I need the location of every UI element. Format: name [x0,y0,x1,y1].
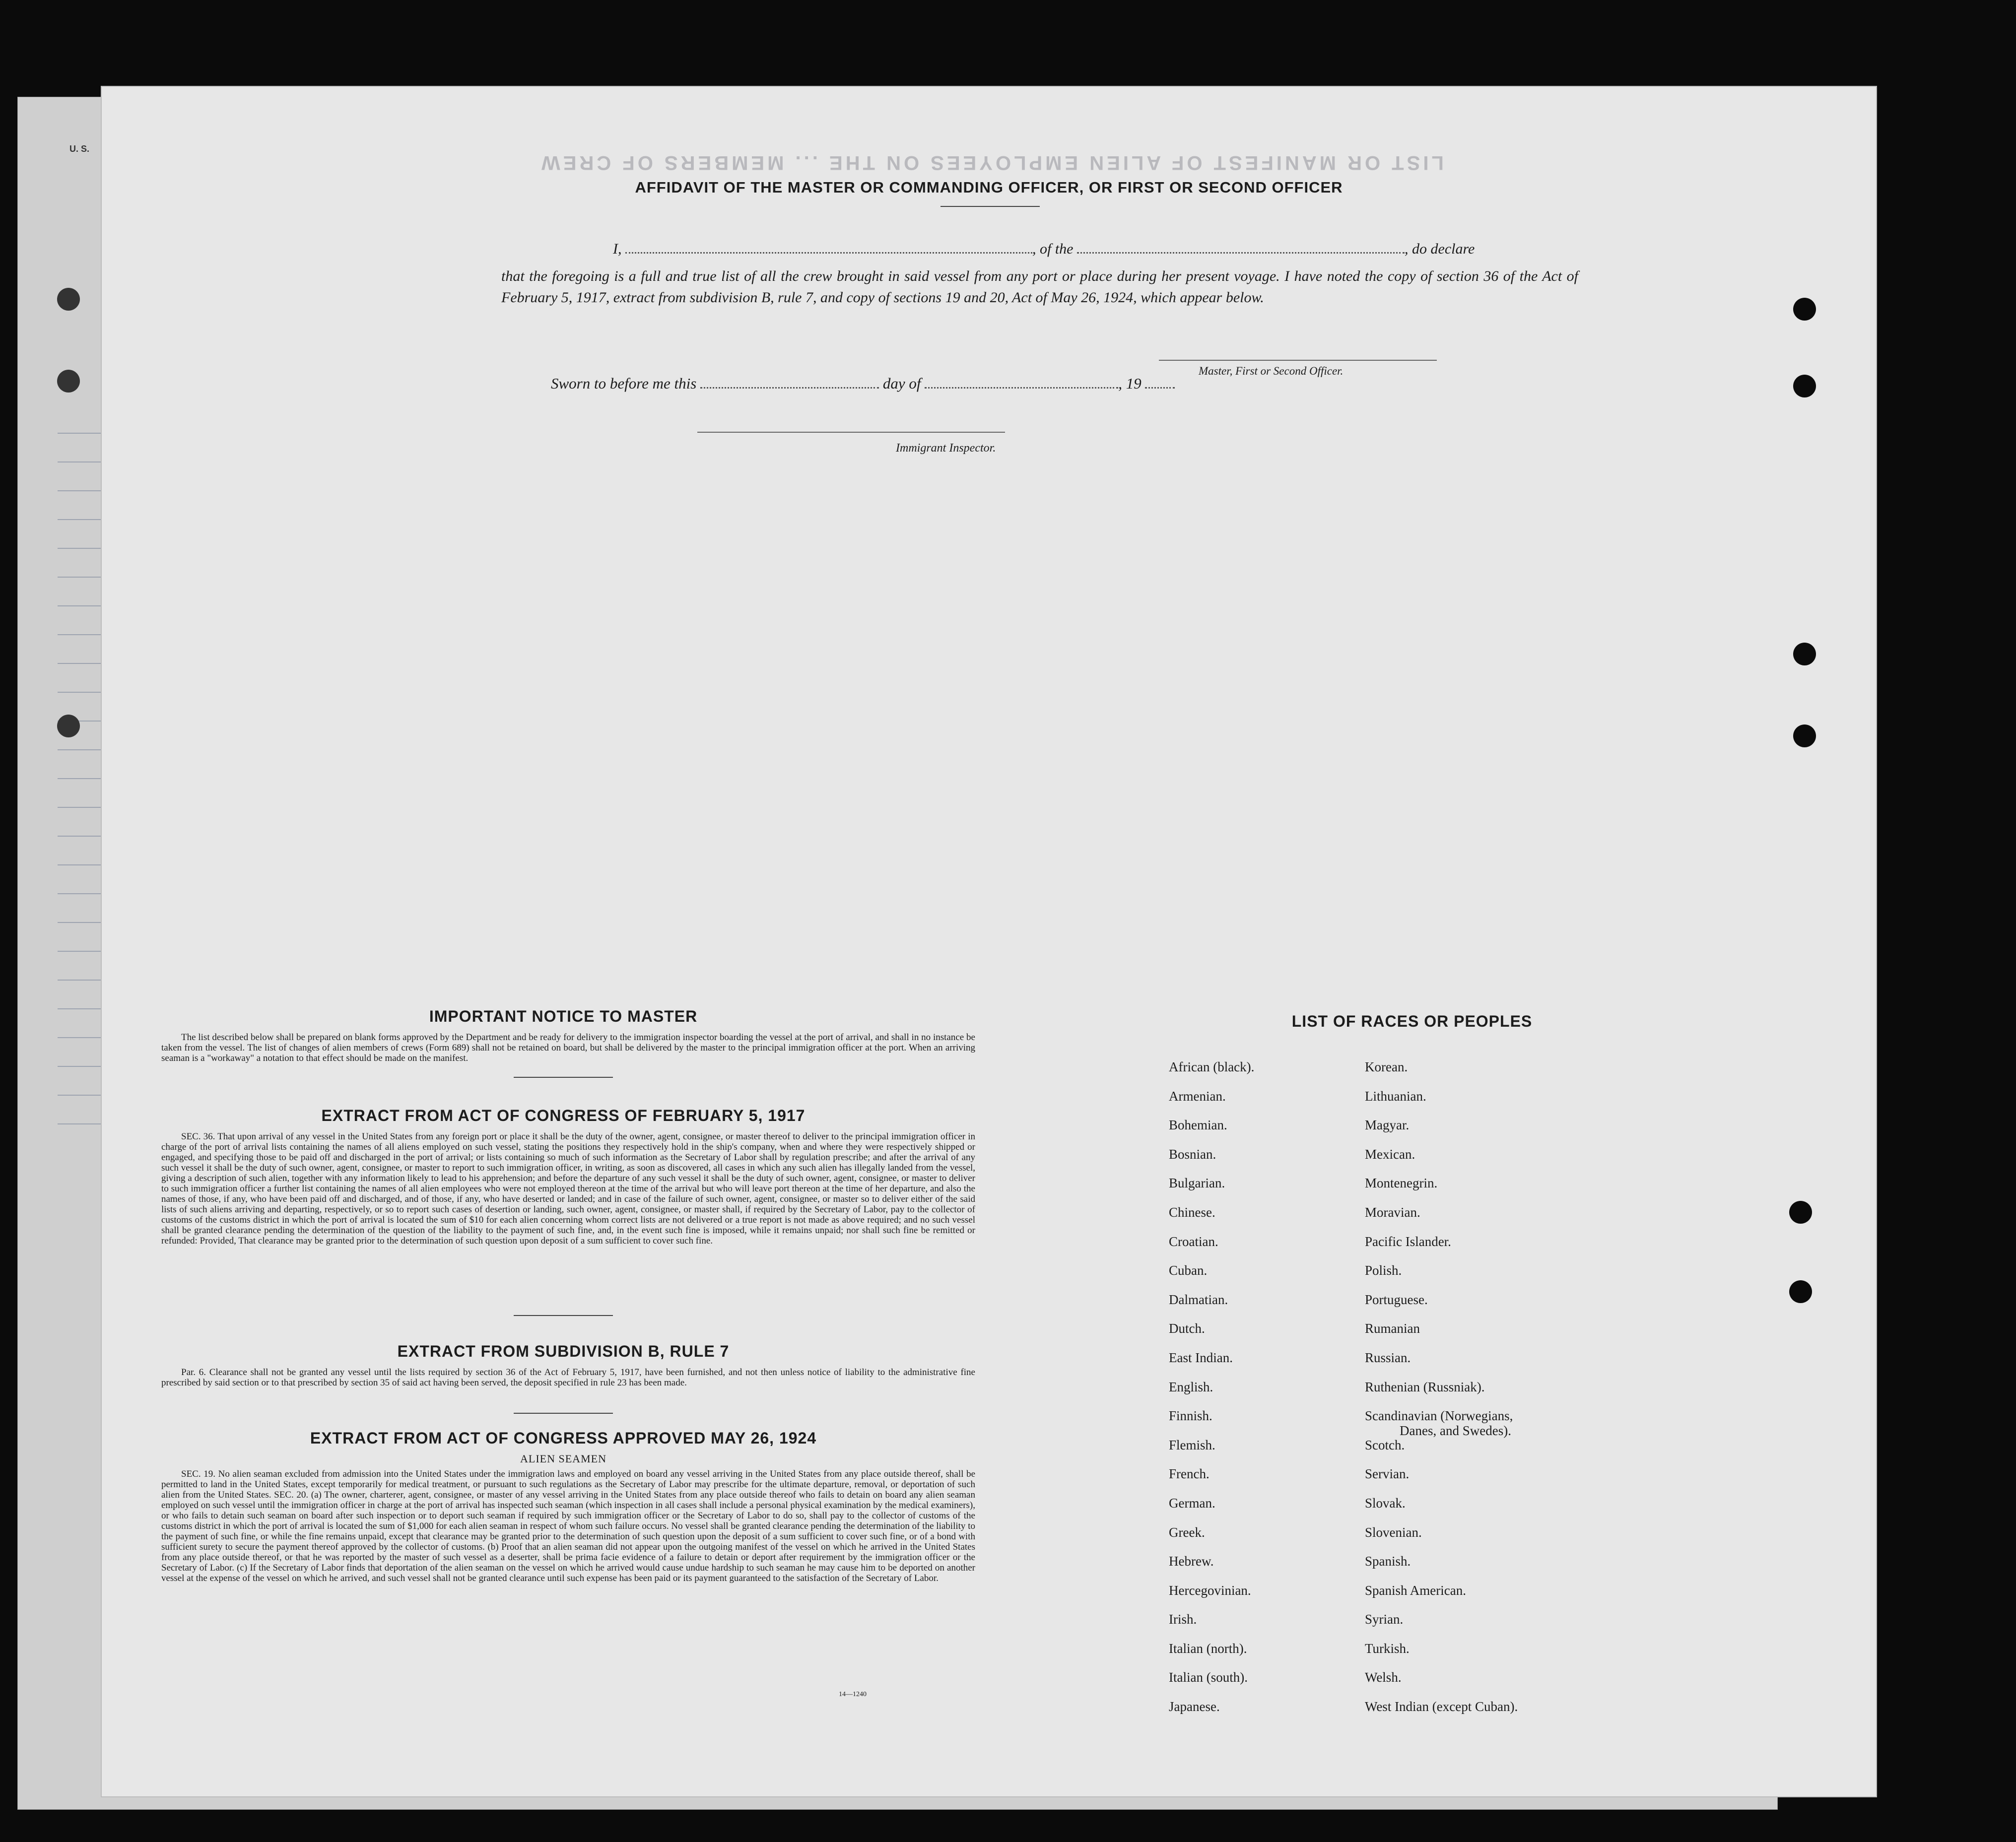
extract-1917-title: EXTRACT FROM ACT OF CONGRESS OF FEBRUARY 5, 1917 [321,1107,806,1124]
race-item: Chinese. [1169,1204,1215,1220]
rule7-title: EXTRACT FROM SUBDIVISION B, RULE 7 [397,1342,730,1360]
inspector-line [697,432,1005,433]
race-item: Rumanian [1365,1321,1420,1336]
affidavit-title: AFFIDAVIT OF THE MASTER OR COMMANDING OFFICER, OR FIRST OR SECOND OFFICER [635,179,1343,196]
race-item: Japanese. [1169,1699,1220,1714]
back-sheet-header: U. S. [69,144,90,154]
race-item: Montenegrin. [1365,1176,1438,1191]
form-number: 14—1240 [839,1691,867,1698]
race-item: Syrian. [1365,1612,1404,1627]
race-item: Italian (north). [1169,1641,1247,1656]
day-blank [700,387,879,389]
race-item: Bosnian. [1169,1146,1216,1162]
alien-seamen-subtitle: ALIEN SEAMEN [520,1452,606,1465]
races-column-1 [1169,1059,1254,1728]
race-item: Irish. [1169,1612,1197,1627]
race-item: Ruthenian (Russniak). [1365,1379,1485,1394]
sworn-text: Sworn to before me this [551,375,697,392]
race-item: Servian. [1365,1466,1410,1482]
sworn-day-of: day of [882,375,921,392]
race-item: Dalmatian. [1169,1292,1228,1307]
punch-hole [1793,298,1816,321]
races-title: LIST OF RACES OR PEOPLES [1291,1012,1533,1030]
race-item: Slovenian. [1365,1524,1422,1540]
race-item: Spanish American. [1365,1582,1466,1598]
race-item: Russian. [1365,1350,1411,1365]
extract-1924-title: EXTRACT FROM ACT OF CONGRESS APPROVED MAY 26, 1924 [310,1429,817,1447]
punch-hole [57,288,80,311]
punch-hole [57,370,80,393]
section-rule [514,1077,613,1078]
race-item: Dutch. [1169,1321,1205,1336]
race-item [1365,1408,1518,1438]
sworn-line [551,375,1175,393]
race-item: Welsh. [1365,1670,1402,1685]
extract-1924-text: SEC. 19. No alien seaman excluded from admission into the United States under the immigration laws and employed on board any vessel arriving in the United States from any place outside thereof, shall be permitted to land in the United States, except temporarily for medical treatment, or pursuant to such regulations as the Secretary of Labor may prescribe for the ultimate departure, removal, or deportation of such alien from the United States. SEC. 20. (a) The owner, charterer, agent, consignee, or master of any vessel arriving in the United States from any place outside thereof who fails to detain on board any alien seaman employed on such vessel until the immigration officer in charge at the port of arrival has inspected such seaman (which inspection in all cases shall include a personal physical examination by the medical examiners), or who fails to detain such seaman on board after such inspection or to deport such seaman if required by such immigration officer or the Secretary of Labor to do so, shall pay to the collector of customs of the customs district in which the port of arrival is located the sum of $1,000 for each alien seaman in respect of whom such failure occurs. No vessel shall be granted clearance pending the determination of the liability to the payment of such fine, or while the fine remains unpaid, except that clearance may be granted prior to the determination of such question upon the deposit of a sum sufficient to cover such fine, or of a bond with sufficient surety to secure the payment thereof approved by the collector of customs. (b) Proof that an alien seaman did not appear upon the outgoing manifest of the vessel on which he arrived in the United States from any place outside thereof, or that he was reported by the master of such vessel as a deserter, shall be prima facie evidence of a failure to detain or deport after requirement by the immigration officer or the Secretary of Labor. (c) If the Secretary of Labor finds that deportation of the alien seaman on the vessel on which he arrived would cause undue hardship to such seaman he may cause him to be deported on another vessel at the expense of the vessel on which he arrived, and such vessel shall not be granted clearance until such expense has been paid or its payment guaranteed to the satisfaction of the Secretary of Labor. [161,1469,975,1583]
punch-hole [57,715,80,737]
bleed-through-title: LIST OR MANIFEST OF ALIEN EMPLOYEES ON THE ... MEMBERS OF CREW [538,152,1444,174]
race-item: Scotch. [1365,1437,1405,1452]
inspector-label: Immigrant Inspector. [896,442,996,455]
race-item: English. [1169,1379,1213,1394]
declaration-line [548,241,1591,258]
race-item: African (black). [1169,1059,1255,1074]
race-item: German. [1169,1495,1215,1511]
race-item: Moravian. [1365,1204,1420,1220]
signature-line [1159,360,1437,361]
declaration-of-the: , of the [1032,241,1074,257]
race-item: Spanish. [1365,1554,1411,1569]
race-item: Mexican. [1365,1146,1415,1162]
vessel-blank [1077,252,1405,254]
race-item-continuation: Danes, and Swedes). [1400,1423,1511,1439]
race-item: Turkish. [1365,1641,1410,1656]
race-item: Pacific Islander. [1365,1234,1451,1249]
section-rule [514,1315,613,1316]
punch-hole [1793,724,1816,747]
race-item: West Indian (except Cuban). [1365,1699,1518,1714]
race-item: Hebrew. [1169,1554,1214,1569]
notice-text: The list described below shall be prepared on blank forms approved by the Department and be ready for delivery to the immigration inspector boarding the vessel at the port of arrival, and shall in no instance be taken from the vessel. The list of changes of alien members of crews (Form 689) shall not be retained on board, but shall be delivered by the master to the principal immigration officer at the port. When an arriving seaman is a "workaway" a notation to that effect should be made on the manifest. [161,1032,975,1063]
race-item: Armenian. [1169,1088,1226,1104]
race-item: Hercegovinian. [1169,1582,1251,1598]
month-blank [925,387,1118,389]
declaration-declare: , do declare [1405,241,1475,257]
race-item: Greek. [1169,1524,1205,1540]
declaration-i: I, [613,241,622,257]
punch-hole [1789,1280,1812,1303]
affidavit-sheet [102,87,1876,1796]
race-item: Slovak. [1365,1495,1406,1511]
rule7-text: Par. 6. Clearance shall not be granted any vessel until the lists required by section 36 of the Act of February 5, 1917, have been furnished, and not then unless notice of liability to the administrative fine prescribed by said section or to that prescribed by section 35 of said act having been served, the deposit specified in rule 23 has been made. [161,1367,975,1388]
year-blank [1145,387,1175,389]
race-item: Portuguese. [1365,1292,1428,1307]
race-item: Polish. [1365,1263,1402,1278]
name-blank [625,252,1032,254]
race-item: Flemish. [1169,1437,1215,1452]
punch-hole [1793,375,1816,397]
races-column-2 [1365,1059,1518,1728]
notice-title: IMPORTANT NOTICE TO MASTER [429,1007,698,1025]
race-item: Croatian. [1169,1234,1218,1249]
race-item: Bohemian. [1169,1118,1227,1133]
race-item: Magyar. [1365,1118,1410,1133]
race-item: Cuban. [1169,1263,1208,1278]
race-item: East Indian. [1169,1350,1233,1365]
punch-hole [1789,1201,1812,1224]
section-rule [514,1413,613,1414]
extract-1917-text: SEC. 36. That upon arrival of any vessel in the United States from any foreign port or place it shall be the duty of the owner, agent, consignee, or master thereof to deliver to the principal immigration officer in charge of the port of arrival lists containing the names of all aliens employed on such vessel, stating the positions they respectively hold in the ship's company, when and where they were respectively shipped or engaged, and specifying those to be paid off and discharged in the port of arrival; or lists containing so much of such information as the Secretary of Labor shall by regulation prescribe; and after the arrival of any such vessel it shall be the duty of such owner, agent, consignee, or master to report to such immigration officer, in writing, as soon as discovered, all cases in which any such alien has illegally landed from the vessel, giving a description of such alien, together with any information likely to lead to his apprehension; and before the departure of any such vessel it shall be the duty of such owner, agent, consignee, or master to deliver to such immigration officer a further list containing the names of all alien employees who were not employed thereon at the time of the arrival but who will leave port thereon at the time of her departure, and also the names of those, if any, who have been paid off and discharged, and of those, if any, who have deserted or landed; and in case of the failure of such owner, agent, consignee, or master so to deliver either of the said lists of such aliens arriving and departing, respectively, or so to report such cases of desertion or landing, such owner, agent, consignee, or master shall, if required by the Secretary of Labor, pay to the collector of customs of the customs district in which the port of arrival is located the sum of $10 for each alien concerning whom correct lists are not delivered or a true report is not made as above required; and no such vessel shall be granted clearance pending the determination of the question of the liability to the payment of such fine, and, in the event such fine is imposed, while it remains unpaid; nor shall such fine be remitted or refunded: Provided, That clearance may be granted prior to the determination of such question upon deposit of a sum sufficient to cover such fine. [161,1131,975,1246]
race-item: Italian (south). [1169,1670,1248,1685]
title-rule [941,206,1040,207]
punch-hole [1793,643,1816,665]
race-item: French. [1169,1466,1210,1482]
race-item: Finnish. [1169,1408,1212,1424]
sworn-year: , 19 [1118,375,1142,392]
signature-label: Master, First or Second Officer. [1199,365,1344,377]
declaration-body: that the foregoing is a full and true list of all the crew brought in said vessel from any port or place during her present voyage. I have noted the copy of section 36 of the Act of February 5, 1917, extract from subdivision B, rule 7, and copy of sections 19 and 20, Act of May 26, 1924, which appear below. [501,268,1578,306]
race-item: Korean. [1365,1059,1408,1074]
race-item-label: Scandinavian (Norwegians, [1365,1408,1513,1424]
race-item: Bulgarian. [1169,1176,1225,1191]
race-item: Lithuanian. [1365,1088,1426,1104]
